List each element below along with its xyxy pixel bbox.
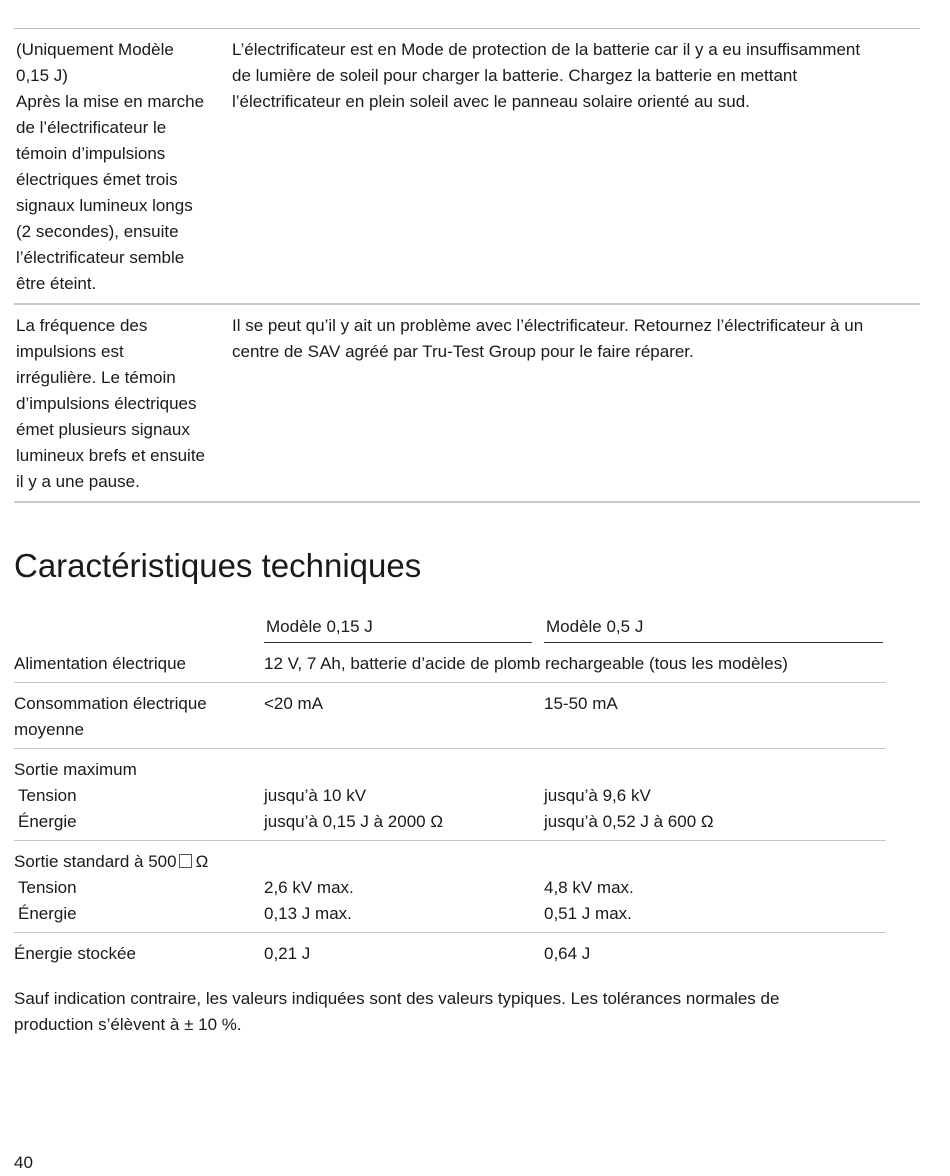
- spacer: [544, 757, 886, 783]
- standard-output-b: [544, 849, 886, 927]
- spacer: [264, 849, 544, 875]
- max-output-b: [544, 757, 886, 835]
- manual-page: [14, 0, 934, 1174]
- standard-output-suffix: Ω: [195, 852, 209, 871]
- std-voltage-a: 2,6 kV max.: [264, 878, 354, 897]
- section-heading: Caractéristiques techniques: [14, 547, 422, 584]
- max-output-labels: [14, 757, 264, 835]
- symptom-cell: La fréquence des impulsions est irrégulière. Le témoin d’impulsions électriques émet plusieurs signaux lumineux brefs et ensuite il y a une pause.: [16, 316, 205, 491]
- consumption-b: 15-50 mA: [544, 694, 618, 713]
- std-energy-b: 0,51 J max.: [544, 904, 632, 923]
- remedy-cell: Il se peut qu’il y ait un problème avec l’électrificateur. Retournez l’électrificateur à un centre de SAV agréé par Tru-Test Group pour le faire réparer.: [232, 316, 864, 361]
- header-gap: [532, 610, 544, 643]
- table-row: [14, 683, 886, 749]
- specs-header-row: [14, 610, 886, 643]
- page-number: 40: [14, 1153, 33, 1172]
- header-spacer: [14, 610, 264, 643]
- standard-output-prefix: Sortie standard à 500: [14, 852, 177, 871]
- model-a-header: Modèle 0,15 J: [264, 610, 532, 643]
- symptom-cell: (Uniquement Modèle 0,15 J) Après la mise en marche de l’électrificateur le témoin d’impulsions électriques émet trois signaux lumineux longs (2 secondes), ensuite l’électrificateur semble être éteint.: [16, 40, 205, 293]
- std-energy-a: 0,13 J max.: [264, 904, 352, 923]
- tolerance-note: Sauf indication contraire, les valeurs indiquées sont des valeurs typiques. Les tolérances normales de production s’élèvent à ± 10 %.: [14, 989, 780, 1034]
- max-output-label: Sortie maximum: [14, 760, 137, 779]
- table-row: [14, 29, 920, 305]
- spacer: [264, 757, 544, 783]
- model-b-header: Modèle 0,5 J: [544, 610, 883, 643]
- max-voltage-a: jusqu’à 10 kV: [264, 786, 367, 805]
- specifications-table: [14, 610, 886, 972]
- max-energy-b: jusqu’à 0,52 J à 600 Ω: [544, 812, 714, 831]
- consumption-a: <20 mA: [264, 694, 324, 713]
- power-supply-label: Alimentation électrique: [14, 654, 186, 673]
- missing-glyph-icon: [179, 854, 192, 868]
- max-energy-label: Énergie: [18, 812, 77, 831]
- max-voltage-label: Tension: [18, 786, 77, 805]
- table-row: [14, 841, 886, 933]
- remedy-cell: L’électrificateur est en Mode de protection de la batterie car il y a eu insuffisamment de lumière de soleil pour charger la batterie. Chargez la batterie en mettant l’électrificateur en plein soleil avec le panneau solaire orienté au sud.: [232, 40, 861, 111]
- stored-energy-label: Énergie stockée: [14, 944, 136, 963]
- consumption-label: Consommation électrique moyenne: [14, 694, 207, 739]
- max-energy-a: jusqu’à 0,15 J à 2000 Ω: [264, 812, 444, 831]
- standard-output-a: [264, 849, 544, 927]
- std-voltage-b: 4,8 kV max.: [544, 878, 634, 897]
- stored-energy-b: 0,64 J: [544, 944, 591, 963]
- standard-output-labels: [14, 849, 264, 927]
- spacer: [544, 849, 886, 875]
- table-row: [14, 643, 886, 683]
- table-row: [14, 749, 886, 841]
- std-energy-label: Énergie: [18, 904, 77, 923]
- power-supply-value: 12 V, 7 Ah, batterie d’acide de plomb rechargeable (tous les modèles): [264, 654, 788, 673]
- table-row: [14, 305, 920, 503]
- std-voltage-label: Tension: [18, 878, 77, 897]
- max-output-a: [264, 757, 544, 835]
- troubleshooting-table: [14, 28, 920, 503]
- stored-energy-a: 0,21 J: [264, 944, 311, 963]
- standard-output-label: [14, 849, 264, 875]
- table-row: [14, 933, 886, 972]
- max-voltage-b: jusqu’à 9,6 kV: [544, 786, 651, 805]
